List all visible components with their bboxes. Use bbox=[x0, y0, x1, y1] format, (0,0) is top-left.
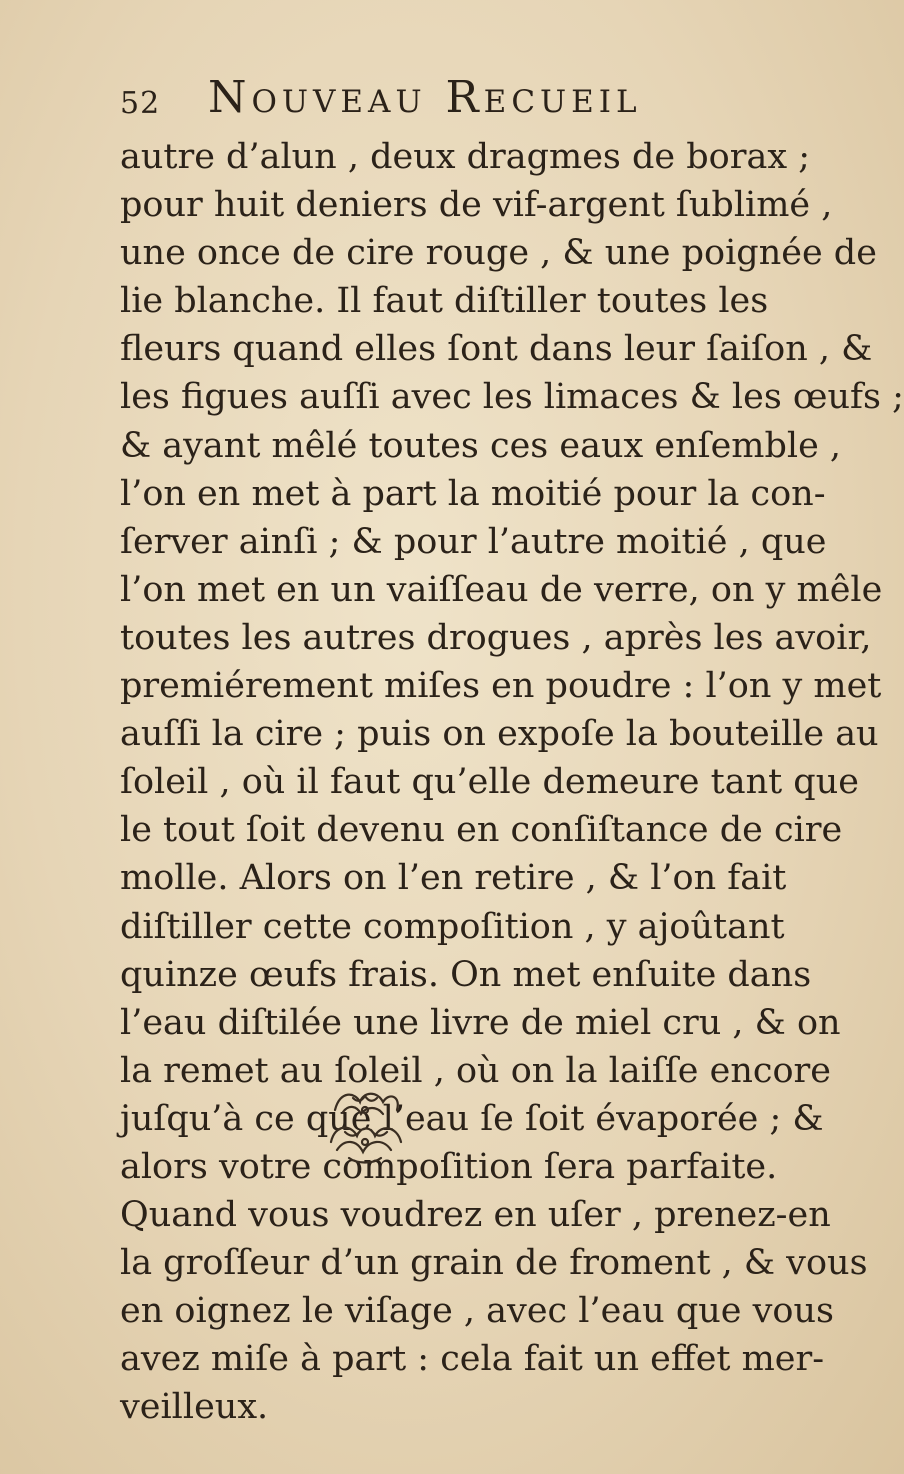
text-line: lie blanche. Il faut diſtiller toutes les bbox=[120, 281, 769, 322]
fleuron-ornament-icon bbox=[305, 1080, 425, 1170]
text-line: premiérement miſes en poudre : l’on y met bbox=[120, 666, 882, 707]
text-line: auſſi la cire ; puis on expoſe la bouteille au bbox=[120, 714, 879, 755]
body-text bbox=[120, 133, 904, 1432]
text-line: une once de cire rouge , & une poignée de bbox=[120, 233, 877, 274]
text-line: ſoleil , où il faut qu’elle demeure tant que bbox=[120, 762, 859, 803]
text-line: pour huit deniers de vif-argent ſublimé , bbox=[120, 185, 833, 226]
text-line: ſerver ainſi ; & pour l’autre moitié , que bbox=[120, 521, 827, 562]
page-number: 52 bbox=[120, 86, 161, 121]
text-line: veilleux. bbox=[120, 1387, 269, 1428]
text-line: Quand vous voudrez en uſer , prenez-en bbox=[120, 1195, 831, 1236]
text-line: fleurs quand elles ſont dans leur ſaiſon , & bbox=[120, 329, 873, 370]
text-line: avez miſe à part : cela fait un effet mer- bbox=[120, 1339, 825, 1380]
text-line: toutes les autres drogues , après les avoir, bbox=[120, 617, 872, 658]
text-line: autre d’alun , deux dragmes de borax ; bbox=[120, 137, 810, 177]
text-line: la groſſeur d’un grain de froment , & vous bbox=[120, 1243, 868, 1284]
text-line: l’on met en un vaiſſeau de verre, on y mêle bbox=[120, 569, 883, 610]
text-line: diſtiller cette compoſition , y ajoûtant bbox=[120, 906, 785, 947]
text-line: l’eau diſtilée une livre de miel cru , & on bbox=[120, 1002, 841, 1043]
text-line: juſqu’à ce que l’eau ſe ſoit évaporée ; & bbox=[120, 1098, 824, 1139]
text-line: le tout ſoit devenu en conſiſtance de cire bbox=[120, 810, 843, 851]
text-line: la remet au ſoleil , où on la laiſſe encore bbox=[120, 1050, 831, 1091]
text-line: molle. Alors on l’en retire , & l’on fait bbox=[120, 858, 787, 899]
text-line: l’on en met à part la moitié pour la con- bbox=[120, 473, 826, 514]
text-line: quinze œufs frais. On met enſuite dans bbox=[120, 954, 812, 995]
text-line: & ayant mêlé toutes ces eaux enſemble , bbox=[120, 425, 842, 466]
running-title: Nouveau Recueil bbox=[208, 72, 642, 123]
text-line: alors votre compoſition ſera parfaite. bbox=[120, 1146, 778, 1187]
page-header bbox=[120, 72, 760, 128]
text-line: en oignez le viſage , avec l’eau que vous bbox=[120, 1291, 834, 1332]
text-line: les figues auſſi avec les limaces & les œufs ; bbox=[120, 377, 904, 418]
